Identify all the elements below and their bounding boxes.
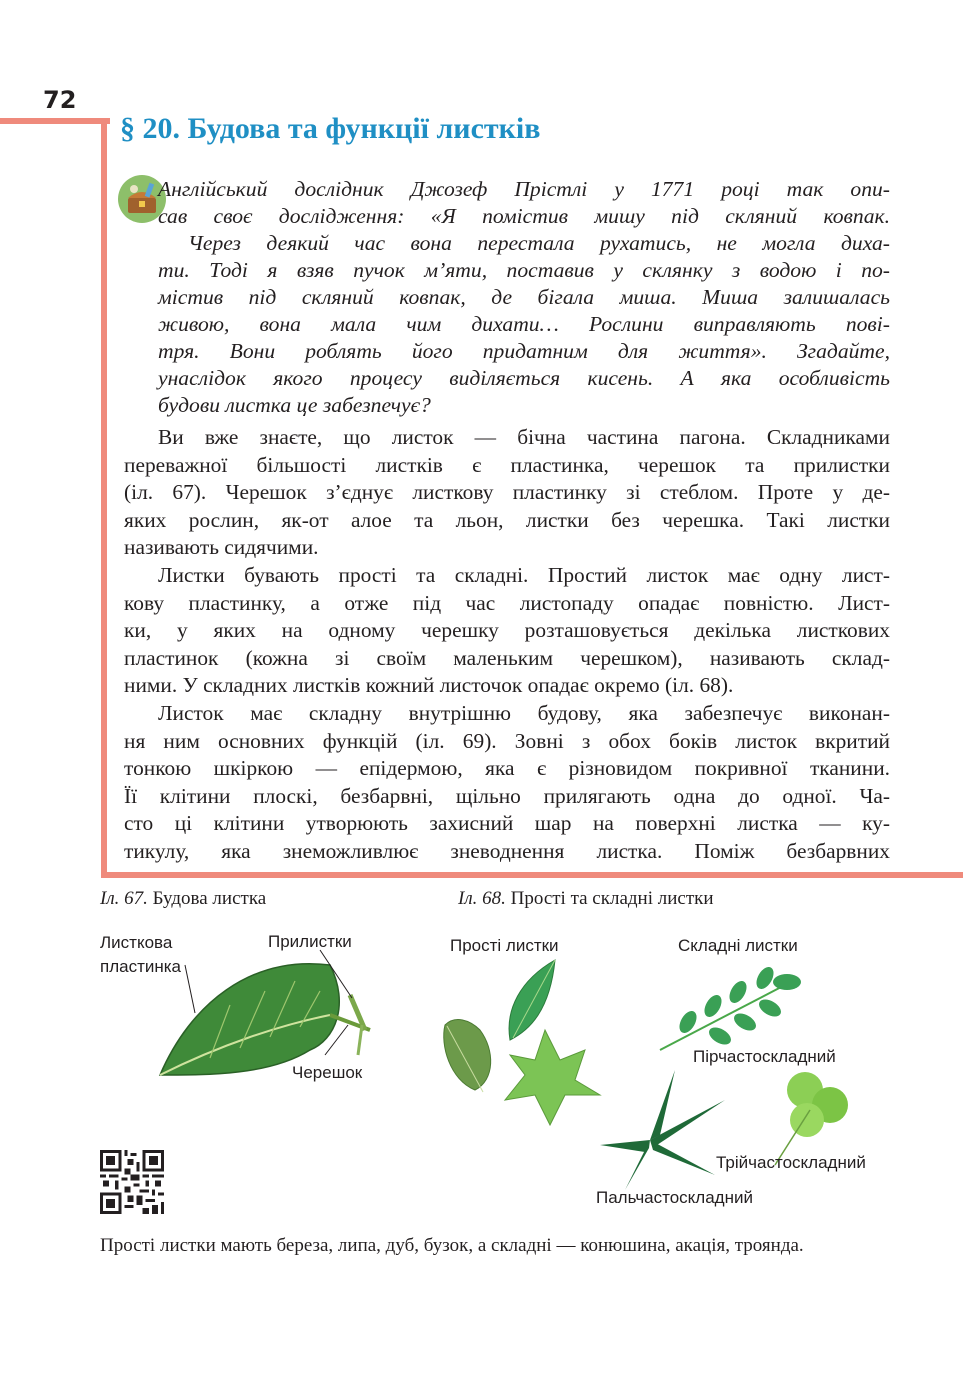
label-leaf-blade-line1: Листкова: [100, 933, 173, 952]
label-compound-leaves: Складні листки: [678, 936, 798, 955]
figure-68-caption: [458, 888, 714, 910]
body-line: називають сидячими.: [124, 535, 319, 560]
intro-line: тря. Вони роблять його придатним для життя». Згадайте,: [158, 339, 890, 363]
body-line: Ви вже знаєте, що листок — бічна частина пагона. Складниками: [158, 425, 890, 449]
frame-top-bar: [0, 118, 110, 124]
intro-line: містив під скляний ковпак, де бігала миша. Миша залишалась: [158, 285, 890, 309]
footnote: Прості листки мають береза, липа, дуб, бузок, а складні — конюшина, акація, троянда.: [100, 1235, 804, 1256]
body-line: пластинок (кожна зі своїм маленьким черешком), називають склад-: [124, 645, 890, 670]
body-line: тонкою шкіркою — епідермою, яка є різновидом покривної тканини.: [124, 756, 890, 781]
body-line: Листок має складну внутрішню будову, яка забезпечує виконан-: [158, 700, 890, 725]
label-petiole: Черешок: [292, 1063, 363, 1082]
section-title: § 20. Будова та функції листків: [120, 112, 541, 145]
label-trifoliate: Трійчастоскладний: [716, 1153, 866, 1172]
body-line: Її клітини плоскі, безбарвні, щільно прилягають одна до одної. Ча-: [124, 783, 890, 808]
body-line: яких рослин, як-от алое та льон, листки без черешка. Такі листки: [124, 507, 890, 532]
intro-line: Через деякий час вона перестала рухатись, не могла диха-: [188, 231, 890, 255]
label-stipules: Прилистки: [268, 932, 352, 951]
label-simple-leaves: Прості листки: [450, 936, 559, 955]
intro-line: ти. Тоді я взяв пучок м’яти, поставив у склянку з водою і по-: [158, 258, 890, 282]
figure-68-number: Іл. 68.: [458, 888, 506, 909]
intro-line: унаслідок якого процесу виділяється кисень. А яка особливість: [158, 366, 890, 390]
frame-bottom-bar: [101, 872, 963, 878]
body-line: переважної більшості листків є пластинка, черешок та прилистки: [124, 452, 890, 477]
body-line: (іл. 67). Черешок з’єднує листкову пластинку зі стеблом. Проте у де-: [124, 480, 890, 505]
qr-code-icon[interactable]: [100, 1150, 164, 1214]
page-number: 72: [43, 86, 77, 114]
label-leaf-blade-line2: пластинка: [100, 957, 182, 976]
intro-line: живою, вона мала чим дихати… Рослини виправляють пові-: [158, 312, 890, 336]
figure-67-title: Будова листка: [147, 888, 267, 909]
body-line: ки, у яких на одному черешку розташовується декілька листкових: [124, 618, 890, 643]
body-line: сто ці клітини утворюють захисний шар на поверхні листка — ку-: [124, 811, 890, 836]
body-line: ними. У складних листків кожний листочок опадає окремо (іл. 68).: [124, 673, 734, 698]
intro-line: сав своє дослідження: «Я помістив мишу під скляний ковпак.: [158, 204, 890, 228]
figure-67-number: Іл. 67.: [100, 888, 148, 909]
body-line: кову пластинку, а отже під час листопаду опадає повністю. Лист-: [124, 590, 890, 615]
frame-left-bar: [101, 118, 107, 878]
body-text: [124, 424, 890, 866]
body-line: Листки бувають прості та складні. Простий листок має одну лист-: [158, 562, 890, 587]
intro-paragraph: [158, 176, 890, 419]
body-line: ня ним основних функцій (іл. 69). Зовні з обох боків листок вкритий: [124, 728, 890, 753]
figure-67-caption: [100, 888, 266, 910]
body-line: тикулу, яка знеможливлює зневоднення листка. Поміж безбарвних: [124, 838, 890, 863]
figure-68-title: Прості та складні листки: [505, 888, 714, 909]
label-palmate: Пальчастоскладний: [596, 1188, 753, 1207]
intro-line: Англійський дослідник Джозеф Прістлі у 1771 році так опи-: [158, 177, 890, 201]
label-pinnate: Пірчастоскладний: [693, 1047, 836, 1066]
intro-line: будови листка це забезпечує?: [158, 393, 431, 417]
